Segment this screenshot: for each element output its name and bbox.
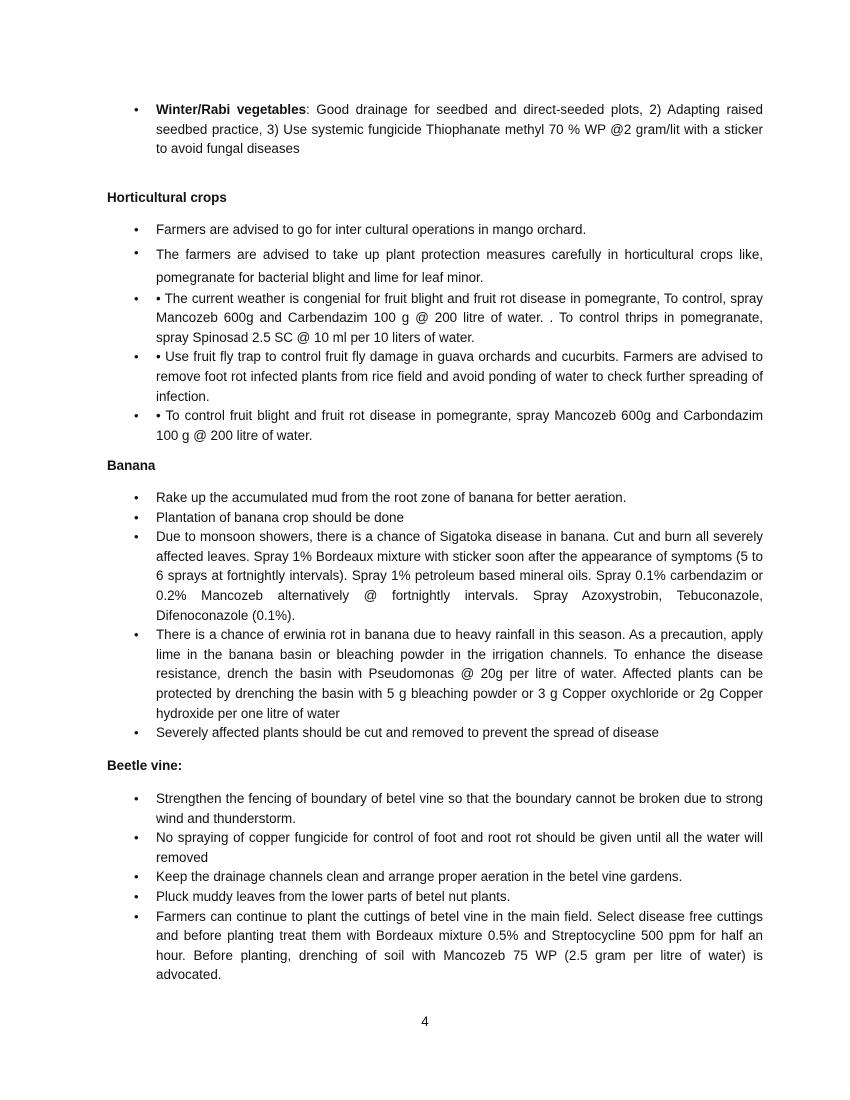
list-item-text: Plantation of banana crop should be done [156, 509, 404, 525]
list-item [134, 100, 764, 159]
list-item-text: There is a chance of erwinia rot in banana due to heavy rainfall in this season. As a precaution, apply lime in the banana basin or bleaching powder in the irrigation channels. To enhance the disease resistance, drench the basin with Pseudomonas @ 20g per litre of water. Affected plants can be protected by drenching the basin with 5 g bleaching powder or 3 g Copper oxychloride or 2g Copper hydroxide per one litre of water [156, 627, 763, 721]
list-item [134, 220, 763, 240]
bullet-icon: • [134, 490, 139, 505]
list-item-text: • To control fruit blight and fruit rot disease in pomegrante, spray Mancozeb 600g and Carbondazim 100 g @ 200 litre of water. [156, 408, 763, 443]
list-item-text: Farmers are advised to go for inter cultural operations in mango orchard. [156, 222, 587, 237]
list-item [134, 625, 763, 723]
bullet-icon: • [134, 529, 139, 545]
bullet-icon: • [134, 888, 139, 904]
list-item [134, 508, 763, 528]
list-item-text: No spraying of copper fungicide for control of foot and root rot should be given until all the water will removed [156, 830, 763, 865]
bullet-icon: • [134, 791, 139, 806]
page-number: 4 [421, 1014, 429, 1029]
intro-list [0, 100, 763, 159]
list-item-text: Rake up the accumulated mud from the root zone of banana for better aeration. [156, 490, 627, 505]
list-item-text: The farmers are advised to take up plant protection measures carefully in horticultural crops like, pomegranate for bacterial blight and lime for leaf minor. [156, 246, 763, 285]
bullet-icon: • [134, 408, 139, 424]
list-item [134, 488, 763, 508]
list-item-text: Farmers can continue to plant the cuttings of betel vine in the main field. Select disease free cuttings and before planting treat them with Bordeaux mixture 0.5% and Streptocycline 500 ppm for half an hour. Before planting, drenching of soil with Mancozeb 75 WP (2.5 gram per litre of water) is advocated. [156, 908, 763, 983]
horticultural-list [0, 220, 763, 445]
list-item-text: • Use fruit fly trap to control fruit fly damage in guava orchards and cucurbits. Farmers are advised to remove foot rot infected plants from rice field and avoid ponding of water to check further spreading of infection. [156, 349, 763, 404]
list-item [134, 289, 763, 348]
bullet-icon: • [134, 725, 139, 741]
list-item [134, 723, 763, 743]
bullet-icon: • [134, 627, 139, 643]
beetle-vine-list [0, 789, 763, 985]
bullet-icon: • [134, 908, 139, 924]
list-item [134, 527, 763, 625]
list-item [134, 907, 763, 985]
bullet-icon: • [134, 830, 139, 846]
bullet-icon: • [134, 244, 139, 260]
banana-list [0, 488, 763, 743]
list-item-text: Severely affected plants should be cut and removed to prevent the spread of disease [156, 725, 659, 741]
intro-bold-label: Winter/Rabi vegetables [156, 102, 307, 117]
list-item-text: • The current weather is congenial for fruit blight and fruit rot disease in pomegrante, To control, spray Mancozeb 600g and Carbendazim 100 g @ 200 litre of water. . To control thrips in pomegranate, spray Spinosad 2.5 SC @ 10 ml per 10 liters of water. [156, 290, 763, 345]
bullet-icon: • [134, 349, 139, 365]
list-item [134, 789, 763, 828]
list-item [134, 867, 763, 887]
list-item-text: Due to monsoon showers, there is a chance of Sigatoka disease in banana. Cut and burn all severely affected leaves. Spray 1% Bordeaux mixture with sticker soon after the appearance of symptoms (5 to 6 sprays at fortnightly intervals). Spray 1% petroleum based mineral oils. Spray 0.1% carbendazim or 0.2% Mancozeb alternatively @ fortnightly intervals. Spray Azoxystrobin, Tebuconazole, Difenoconazole (0.1%). [156, 529, 763, 623]
bullet-icon: • [134, 509, 139, 525]
bullet-icon: • [134, 222, 139, 237]
bullet-icon: • [134, 290, 139, 306]
list-item-text: Strengthen the fencing of boundary of betel vine so that the boundary cannot be broken due to strong wind and thunderstorm. [156, 791, 763, 826]
bullet-icon: • [134, 869, 139, 885]
section-heading-beetle-vine: Beetle vine: [107, 758, 183, 773]
list-item [134, 828, 763, 867]
section-heading-banana: Banana [107, 458, 156, 473]
list-item [134, 347, 763, 406]
list-item [134, 887, 763, 907]
list-item [134, 406, 763, 445]
bullet-icon: • [134, 102, 139, 117]
list-item [134, 243, 763, 289]
section-heading-horticultural: Horticultural crops [107, 190, 227, 205]
list-item-text: Pluck muddy leaves from the lower parts of betel nut plants. [156, 888, 511, 904]
intro-text: : Good drainage for seedbed and direct-seeded plots, 2) Adapting raised seedbed practice, 3) Use systemic fungicide Thiophanate methyl 70 % WP @2 gram/lit with a sticker to avoid fungal diseases [156, 102, 764, 157]
list-item-text: Keep the drainage channels clean and arrange proper aeration in the betel vine gardens. [156, 869, 683, 885]
